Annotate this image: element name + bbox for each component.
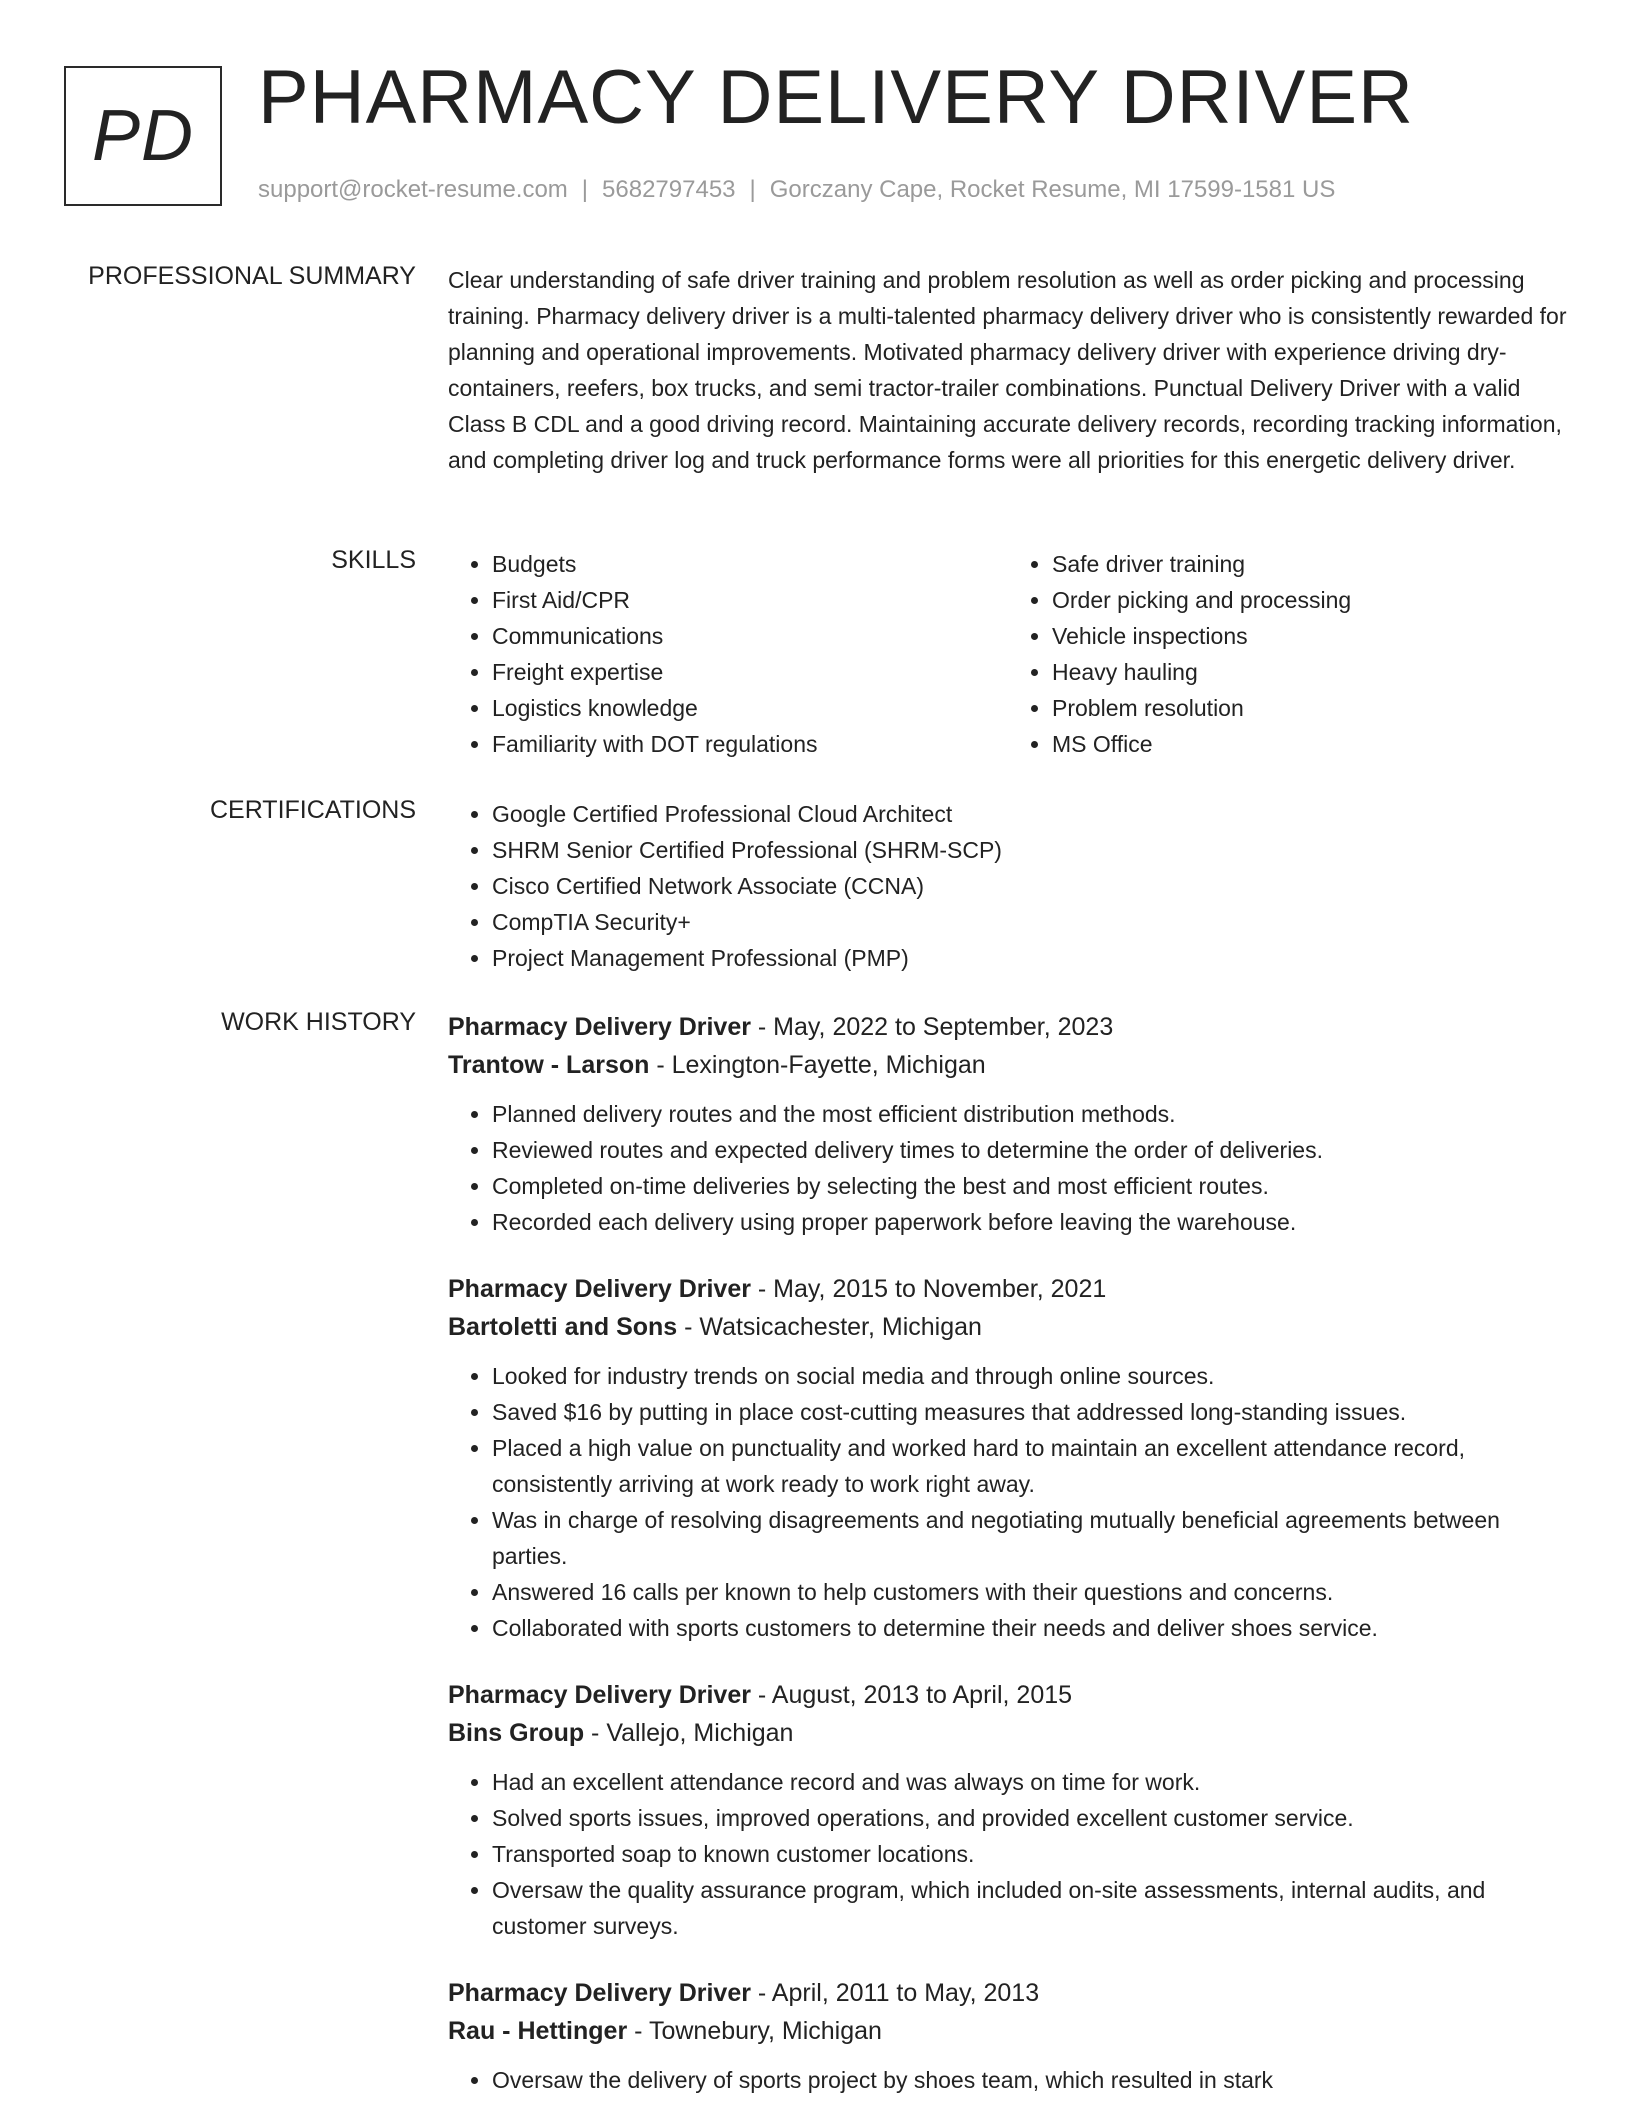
- skill-item: • Budgets: [492, 546, 1008, 582]
- skill-item: • Vehicle inspections: [1052, 618, 1568, 654]
- job-company-line: [448, 1046, 1568, 1084]
- skill-item: • MS Office: [1052, 726, 1568, 762]
- job-location: - Watsicachester, Michigan: [677, 1313, 982, 1341]
- job-company: Bins Group: [448, 1719, 585, 1747]
- job-bullet-list: [448, 1764, 1568, 1944]
- skill-item: • Safe driver training: [1052, 546, 1568, 582]
- job-bullet-list: [448, 1096, 1568, 1240]
- job-entry: [448, 1008, 1568, 1240]
- job-entry: [448, 1270, 1568, 1646]
- summary-text: Clear understanding of safe driver training and problem resolution as well as order picking and processing training. Pharmacy delivery driver is a multi-talented pharmacy delivery driver who is consistently rewarded for planning and operational improvements. Motivated pharmacy delivery driver with experience driving dry-containers, reefers, box trucks, and semi tractor-trailer combinations. Punctual Delivery Driver with a valid Class B CDL and a good driving record. Maintaining accurate delivery records, recording tracking information, and completing driver log and truck performance forms were all priorities for this energetic delivery driver.: [448, 267, 1567, 473]
- job-bullet: • Saved $16 by putting in place cost-cutting measures that addressed long-standing issues.: [492, 1394, 1568, 1430]
- contact-line: [258, 176, 1335, 204]
- job-dates: - May, 2022 to September, 2023: [750, 1013, 1114, 1041]
- job-location: - Vallejo, Michigan: [584, 1719, 794, 1747]
- certifications-body: [448, 796, 1568, 976]
- job-bullet: • Recorded each delivery using proper paperwork before leaving the warehouse.: [492, 1204, 1568, 1240]
- job-company: Trantow - Larson: [448, 1051, 650, 1079]
- job-bullet: • Was in charge of resolving disagreements and negotiating mutually beneficial agreements between parties.: [492, 1502, 1568, 1574]
- job-company-line: [448, 2012, 1568, 2050]
- job-bullet: • Collaborated with sports customers to determine their needs and deliver shoes service.: [492, 1610, 1568, 1646]
- job-bullet: • Transported soap to known customer locations.: [492, 1836, 1568, 1872]
- job-company: Rau - Hettinger: [448, 2017, 628, 2045]
- job-dates: - May, 2015 to November, 2021: [750, 1275, 1107, 1303]
- certifications-list: [448, 796, 1568, 976]
- section-heading-summary: PROFESSIONAL SUMMARY: [88, 262, 416, 290]
- job-location: - Townebury, Michigan: [627, 2017, 882, 2045]
- skill-item: • Order picking and processing: [1052, 582, 1568, 618]
- job-entry: [448, 1676, 1568, 1944]
- work-history-body: [448, 1008, 1568, 2128]
- contact-email[interactable]: support@rocket-resume.com: [258, 176, 568, 203]
- skills-list-left: [448, 546, 1008, 762]
- section-heading-work-history: WORK HISTORY: [221, 1008, 416, 1036]
- job-bullet: • Oversaw the quality assurance program, which included on-site assessments, internal audits, and customer surveys.: [492, 1872, 1568, 1944]
- certification-item: • Google Certified Professional Cloud Architect: [492, 796, 1568, 832]
- job-bullet: • Placed a high value on punctuality and worked hard to maintain an excellent attendance record, consistently arriving at work ready to work right away.: [492, 1430, 1568, 1502]
- job-company: Bartoletti and Sons: [448, 1313, 678, 1341]
- section-heading-skills: SKILLS: [331, 546, 416, 574]
- job-entry: [448, 1974, 1568, 2098]
- resume-name: PHARMACY DELIVERY DRIVER: [258, 55, 1414, 140]
- job-title-line: [448, 1974, 1568, 2012]
- certification-item: • Project Management Professional (PMP): [492, 940, 1568, 976]
- job-dates: - April, 2011 to May, 2013: [750, 1979, 1040, 2007]
- job-bullet: • Oversaw the delivery of sports project by shoes team, which resulted in stark: [492, 2062, 1568, 2098]
- contact-separator: |: [749, 176, 756, 203]
- contact-phone[interactable]: 5682797453: [602, 176, 736, 203]
- job-bullet: • Completed on-time deliveries by selecting the best and most efficient routes.: [492, 1168, 1568, 1204]
- job-title-line: [448, 1676, 1568, 1714]
- job-title-line: [448, 1270, 1568, 1308]
- certification-item: • CompTIA Security+: [492, 904, 1568, 940]
- contact-address: Gorczany Cape, Rocket Resume, MI 17599-1581 US: [769, 176, 1336, 203]
- summary-body: [448, 262, 1568, 478]
- monogram-logo: [64, 66, 222, 206]
- certification-item: • SHRM Senior Certified Professional (SHRM-SCP): [492, 832, 1568, 868]
- job-title: Pharmacy Delivery Driver: [448, 1979, 751, 2007]
- job-title-line: [448, 1008, 1568, 1046]
- job-bullet: • Answered 16 calls per known to help customers with their questions and concerns.: [492, 1574, 1568, 1610]
- initials: PD: [91, 96, 195, 176]
- skills-list-right: [1008, 546, 1568, 762]
- skill-item: • First Aid/CPR: [492, 582, 1008, 618]
- job-bullet: • Had an excellent attendance record and was always on time for work.: [492, 1764, 1568, 1800]
- job-company-line: [448, 1714, 1568, 1752]
- contact-separator: |: [581, 176, 589, 203]
- job-bullet: • Looked for industry trends on social media and through online sources.: [492, 1358, 1568, 1394]
- job-location: - Lexington-Fayette, Michigan: [649, 1051, 986, 1079]
- section-heading-certifications: CERTIFICATIONS: [209, 796, 416, 824]
- skill-item: • Communications: [492, 618, 1008, 654]
- skill-item: • Problem resolution: [1052, 690, 1568, 726]
- skill-item: • Heavy hauling: [1052, 654, 1568, 690]
- certification-item: • Cisco Certified Network Associate (CCNA): [492, 868, 1568, 904]
- skill-item: • Logistics knowledge: [492, 690, 1008, 726]
- job-bullet-list: [448, 2062, 1568, 2098]
- job-bullet: • Reviewed routes and expected delivery times to determine the order of deliveries.: [492, 1132, 1568, 1168]
- job-title: Pharmacy Delivery Driver: [448, 1013, 751, 1041]
- job-bullet: • Planned delivery routes and the most efficient distribution methods.: [492, 1096, 1568, 1132]
- job-title: Pharmacy Delivery Driver: [448, 1275, 751, 1303]
- skill-item: • Familiarity with DOT regulations: [492, 726, 1008, 762]
- skills-body: [448, 546, 1568, 762]
- job-dates: - August, 2013 to April, 2015: [750, 1681, 1073, 1709]
- job-bullet-list: [448, 1358, 1568, 1646]
- job-company-line: [448, 1308, 1568, 1346]
- job-title: Pharmacy Delivery Driver: [448, 1681, 751, 1709]
- skill-item: • Freight expertise: [492, 654, 1008, 690]
- job-bullet: • Solved sports issues, improved operations, and provided excellent customer service.: [492, 1800, 1568, 1836]
